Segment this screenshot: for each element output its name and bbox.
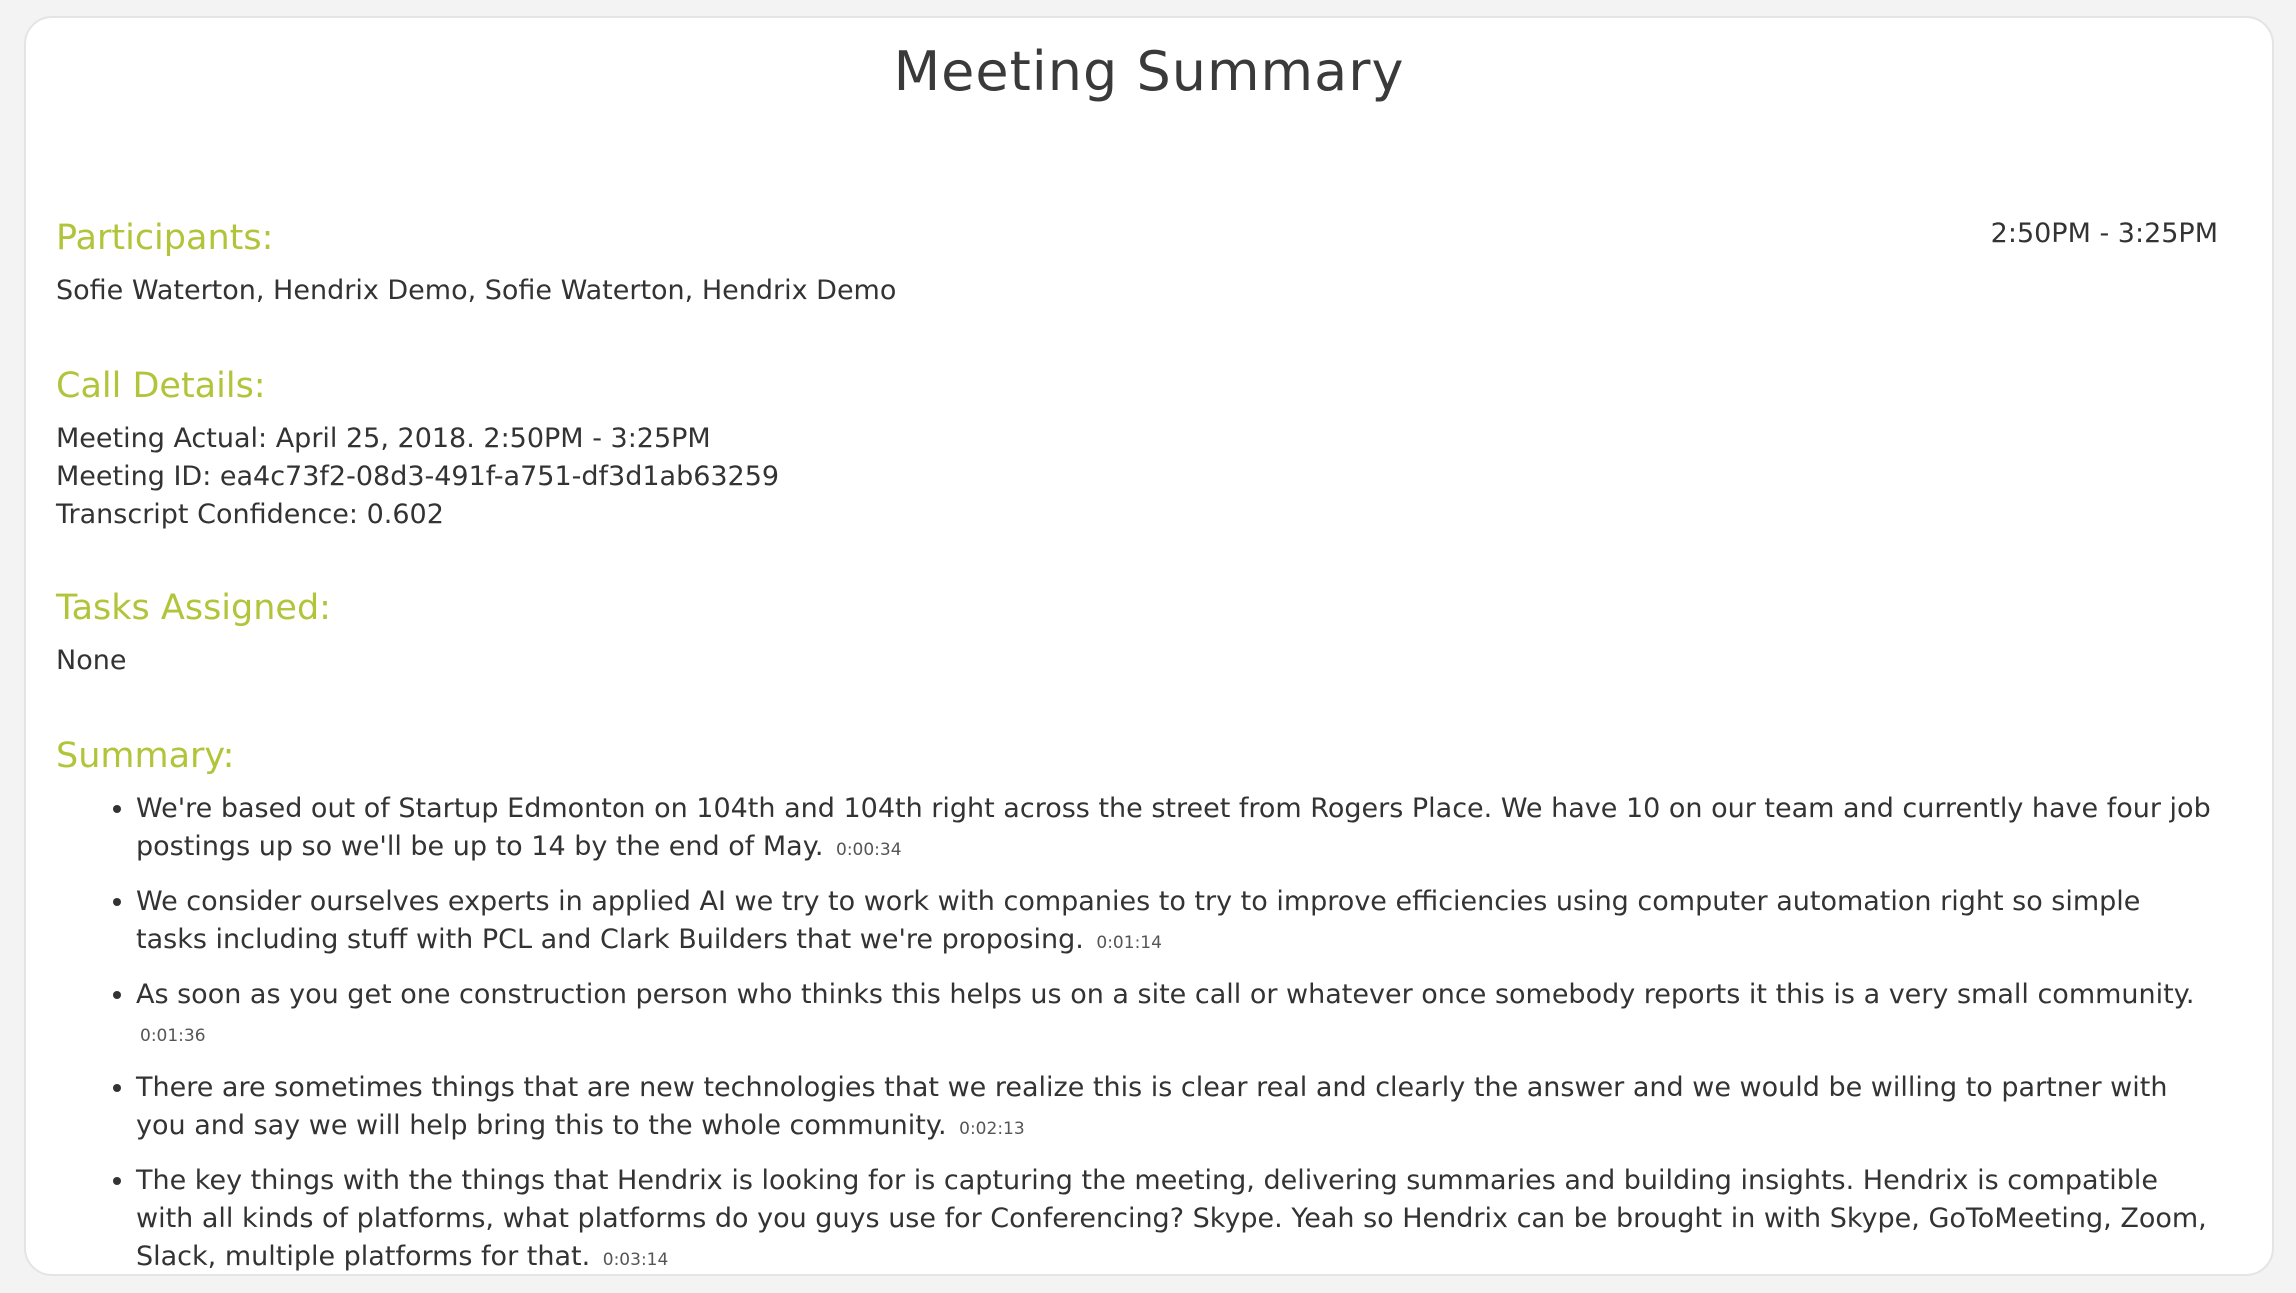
participants-list: Sofie Waterton, Hendrix Demo, Sofie Waterton, Hendrix Demo: [56, 275, 897, 306]
page-title: Meeting Summary: [893, 40, 1405, 103]
participants-section: [56, 218, 2218, 310]
tasks-value: None: [56, 645, 127, 676]
summary-item: [136, 790, 2218, 869]
summary-item-text: We consider ourselves experts in applied AI we try to work with companies to try to improve efficiencies using computer automation right so simple tasks including stuff with PCL and Clark Builders that we're proposing.: [136, 886, 2141, 955]
summary-item-text: The key things with the things that Hendrix is looking for is capturing the meeting, delivering summaries and building insights. Hendrix is compatible with all kinds of platforms, what platforms do you guys use for Conferencing? Skype. Yeah so Hendrix can be brought in with Skype, GoToMeeting, Zoom, Slack, multiple platforms for that.: [136, 1165, 2207, 1272]
meeting-time-range: 2:50PM - 3:25PM: [1990, 218, 2218, 249]
summary-item-text: There are sometimes things that are new technologies that we realize this is clear real and clearly the answer and we would be willing to partner with you and say we will help bring this to the whole community.: [136, 1072, 2168, 1141]
summary-item: [136, 1162, 2218, 1279]
summary-item-text: As soon as you get one construction person who thinks this helps us on a site call or whatever once somebody reports it this is a very small community.: [136, 979, 2195, 1010]
call-details-section: [56, 366, 2218, 534]
summary-heading: Summary:: [56, 736, 235, 776]
summary-list: [56, 790, 2218, 1279]
summary-section: [56, 736, 2218, 1293]
meeting-actual: Meeting Actual: April 25, 2018. 2:50PM - 3:25PM: [56, 423, 711, 454]
call-details-heading: Call Details:: [56, 366, 266, 406]
participants-heading: Participants:: [56, 218, 274, 258]
summary-item: [136, 883, 2218, 962]
summary-item-timestamp: 0:02:13: [959, 1119, 1025, 1139]
summary-item-timestamp: 0:01:36: [140, 1026, 206, 1046]
tasks-section: [56, 588, 2218, 680]
tasks-heading: Tasks Assigned:: [56, 588, 331, 628]
transcript-confidence: Transcript Confidence: 0.602: [56, 499, 444, 530]
meeting-id: Meeting ID: ea4c73f2-08d3-491f-a751-df3d1ab63259: [56, 461, 780, 492]
summary-item-timestamp: 0:00:34: [836, 840, 902, 860]
summary-item: [136, 1069, 2218, 1148]
summary-item: [136, 976, 2218, 1055]
summary-item-text: We're based out of Startup Edmonton on 104th and 104th right across the street from Rogers Place. We have 10 on our team and currently have four job postings up so we'll be up to 14 by the end of May.: [136, 793, 2211, 862]
summary-item-timestamp: 0:03:14: [602, 1250, 669, 1270]
summary-item-timestamp: 0:01:14: [1096, 933, 1162, 953]
meeting-summary-card: [24, 16, 2274, 1276]
